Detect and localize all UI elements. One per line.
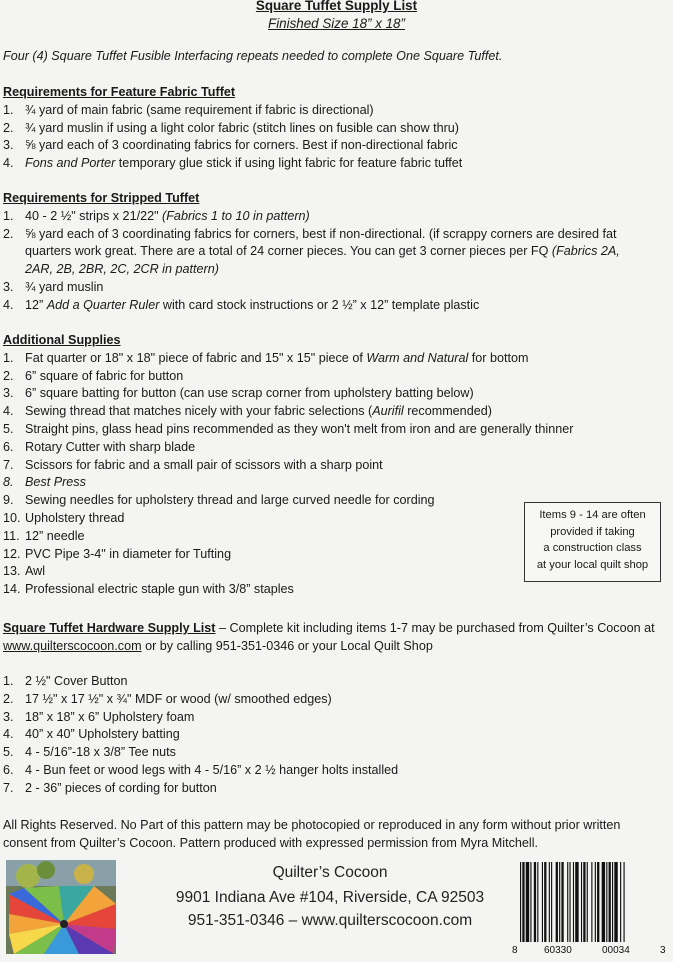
barcode-bar: [575, 862, 578, 942]
list-item: 5. 4 - 5/16”-18 x 3/8” Tee nuts: [3, 745, 176, 760]
barcode-digits: 8: [512, 945, 518, 956]
barcode-bar: [591, 862, 592, 942]
barcode-bar: [526, 862, 529, 942]
barcode-bar: [551, 862, 552, 942]
barcode-bar: [573, 862, 574, 942]
list-item: 5. Straight pins, glass head pins recommended as they won't melt from iron and are generally thinner: [3, 421, 574, 436]
note-line: Items 9 - 14 are often: [539, 509, 646, 521]
shop-address: 9901 Indiana Ave #104, Riverside, CA 92503: [175, 889, 485, 906]
barcode-bar: [624, 862, 625, 942]
note-line: at your local quilt shop: [536, 558, 649, 571]
hardware-section: [3, 673, 643, 798]
list-item: 2. ⅝ yard each of 3 coordinating fabrics for corners, best if non-directional. (if scrappy corners are desired fat quarters work great. There are a total of 24 corner pieces. You can get 3 corner pieces per FQ (Fabrics 2A, 2AR, 2B, 2BR, 2C, 2CR in pattern): [3, 226, 620, 277]
barcode-bar: [597, 862, 599, 942]
barcode-digits: 3: [660, 945, 666, 956]
class-note-box: [524, 502, 661, 582]
list-item: 8. Best Press: [3, 475, 86, 490]
list-item: 10. Upholstery thread: [3, 510, 125, 525]
list-item: 9. Sewing needles for upholstery thread and large curved needle for cording: [3, 493, 435, 508]
list-item: 14. Professional electric staple gun with 3/8” staples: [3, 582, 294, 597]
barcode-digits: 60330: [544, 945, 572, 956]
feature-heading: Requirements for Feature Fabric Tuffet: [3, 85, 236, 99]
barcode-bar: [612, 862, 613, 942]
tuffet-photo: [6, 860, 116, 954]
list-item: 3. 6” square batting for button (can use scrap corner from upholstery batting below): [3, 386, 474, 401]
hardware-heading: Square Tuffet Hardware Supply List: [3, 621, 216, 635]
list-item: 4. 12” Add a Quarter Ruler with card stock instructions or 2 ½” x 12” template plastic: [3, 297, 480, 312]
barcode-bar: [530, 862, 531, 942]
list-item: 1. ¾ yard of main fabric (same requirement if fabric is directional): [3, 102, 374, 117]
barcode-bar: [534, 862, 536, 942]
barcode-bar: [544, 862, 546, 942]
shop-website-link[interactable]: www.quilterscocoon.com: [3, 638, 142, 653]
barcode-bar: [609, 862, 611, 942]
list-item: 2. 6” square of fabric for button: [3, 368, 184, 383]
list-item: 2. 17 ½" x 17 ½" x ¾" MDF or wood (w/ smoothed edges): [3, 691, 332, 706]
barcode-bar: [614, 862, 617, 942]
list-item: 1. 2 ½" Cover Button: [3, 674, 128, 688]
feature-list: [3, 102, 643, 173]
list-item: 4. 40” x 40” Upholstery batting: [3, 727, 180, 742]
stripped-heading: Requirements for Stripped Tuffet: [3, 191, 200, 205]
barcode-bar: [567, 862, 568, 942]
barcode-bar: [569, 862, 570, 942]
rights-notice: All Rights Reserved. No Part of this pattern may be photocopied or reproduced in any form without prior written consent from Quilter’s Cocoon. Pattern produced with expressed permission from Myra Mitchell.: [3, 818, 621, 850]
list-item: 6. 4 - Bun feet or wood legs with 4 - 5/16” x 2 ½ hanger holts installed: [3, 762, 399, 777]
additional-heading: Additional Supplies: [3, 333, 121, 347]
shop-contact: 951-351-0346 – www.quilterscocoon.com: [187, 912, 473, 929]
barcode-bar: [561, 862, 563, 942]
barcode-bar: [581, 862, 582, 942]
feature-section: [3, 84, 643, 173]
barcode-bar: [583, 862, 585, 942]
barcode-bar: [537, 862, 538, 942]
barcode-digits: 00034: [602, 945, 630, 956]
barcode-bar: [620, 862, 621, 942]
list-item: 4. Sewing thread that matches nicely with your fabric selections (Aurifil recommended): [3, 404, 492, 419]
note-line: a construction class: [543, 542, 642, 554]
barcode-bar: [602, 862, 605, 942]
list-item: 3. ¾ yard muslin: [3, 279, 104, 294]
shop-name: Quilter’s Cocoon: [272, 864, 388, 881]
stripped-section: [3, 190, 643, 315]
upc-barcode: [510, 858, 668, 956]
list-item: 3. 18” x 18” x 6” Upholstery foam: [3, 709, 195, 724]
barcode-bar: [520, 862, 521, 942]
list-item: 11. 12” needle: [3, 528, 85, 543]
list-item: 2. ¾ yard muslin if using a light color fabric (stitch lines on fusible can show thru): [3, 120, 459, 135]
hardware-intro: Square Tuffet Hardware Supply List – Complete kit including items 1-7 may be purchased from Quilter’s Cocoon at www.quilterscocoon.com or by calling 951-351-0346 or your Local Quilt Shop: [3, 621, 655, 653]
barcode-bar: [549, 862, 550, 942]
page-title: Square Tuffet Supply List: [255, 0, 418, 13]
note-line: provided if taking: [550, 525, 635, 538]
list-item: 4. Fons and Porter temporary glue stick if using light fabric for feature fabric tuffet: [3, 156, 463, 171]
barcode-bar: [559, 862, 560, 942]
barcode-bar: [522, 862, 524, 942]
hardware-list: [3, 673, 643, 798]
barcode-bar: [556, 862, 558, 942]
list-item: 1. 40 - 2 ½" strips x 21/22" (Fabrics 1 to 10 in pattern): [3, 208, 310, 223]
list-item: 3. ⅝ yard each of 3 coordinating fabrics for corners. Best if non-directional fabric: [3, 138, 458, 153]
page-subtitle: Finished Size 18” x 18”: [268, 16, 405, 31]
barcode-bar: [542, 862, 543, 942]
barcode-bar: [595, 862, 596, 942]
list-item: 13. Awl: [3, 564, 46, 579]
list-item: 7. 2 - 36” pieces of cording for button: [3, 780, 217, 795]
barcode-bar: [606, 862, 607, 942]
list-item: 7. Scissors for fabric and a small pair of scissors with a sharp point: [3, 457, 383, 472]
list-item: 1. Fat quarter or 18" x 18" piece of fabric and 15" x 15" piece of Warm and Natural for bottom: [3, 350, 529, 365]
list-item: 12. PVC Pipe 3-4" in diameter for Tufting: [3, 546, 232, 561]
stripped-list: [3, 208, 643, 315]
barcode-bar: [587, 862, 588, 942]
intro-text: Four (4) Square Tuffet Fusible Interfacing repeats needed to complete One Square Tuffet.: [3, 49, 503, 63]
list-item: 6. Rotary Cutter with sharp blade: [3, 439, 196, 454]
